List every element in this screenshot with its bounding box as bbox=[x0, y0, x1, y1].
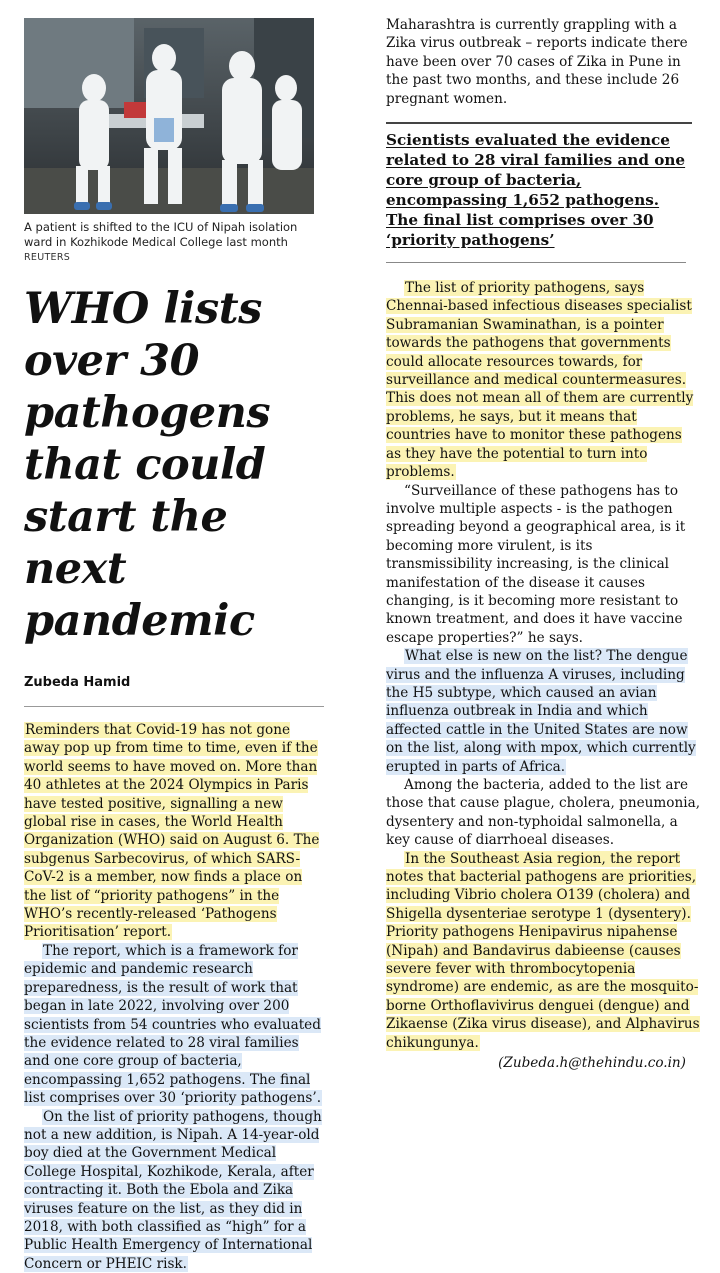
photo-caption: A patient is shifted to the ICU of Nipah isolation ward in Kozhikode Medical College last month bbox=[24, 220, 298, 249]
news-photo bbox=[24, 18, 314, 214]
paragraph: “Surveillance of these pathogens has to involve multiple aspects - is the pathogen spreading beyond a geographical area, is it becoming more virulent, is its transmissibility increasing, is the clinical manifestation of the disease it causes changing, is it becoming more resistant to known treatment, and does it have vaccine escape properties?” he says. bbox=[386, 482, 686, 646]
paragraph: Among the bacteria, added to the list are those that cause plague, cholera, pneumonia, dysentery and non-typhoidal salmonella, a key cause of diarrhoeal diseases. bbox=[386, 777, 701, 849]
paragraph: Reminders that Covid-19 has not gone away pop up from time to time, even if the world seems to have moved on. More than 40 athletes at the 2024 Olympics in Paris have tested positive, signalling a new global rise in cases, the World Health Organization (WHO) said on August 6. The subgenus Sarbecovirus, of which SARS-CoV-2 is a member, now finds a place on the list of “priority pathogens” in the WHO’s recently-released ‘Pathogens Prioritisation’ report. bbox=[24, 722, 320, 941]
divider bbox=[386, 262, 686, 263]
paragraph: In the Southeast Asia region, the report notes that bacterial pathogens are priorities, including Vibrio cholera O139 (cholera) and Shigella dysenteriae serotype 1 (dysentery). Priority pathogens Henipavirus nipahense (Nipah) and Bandavirus dabieense (causes severe fever with thrombocytopenia syndrome) are endemic, as are the mosquito-borne Orthoflavivirus denguei (dengue) and Zikaense (Zika virus disease), and Alphavirus chikungunya. bbox=[386, 850, 700, 1051]
pull-quote: Scientists evaluated the evidence related to 28 viral families and one core group of bacteria, encompassing 1,652 pathogens. The final list comprises over 30 ‘priority pathogens’ bbox=[386, 122, 692, 250]
headline: WHO lists over 30 pathogens that could start the next pandemic bbox=[24, 284, 271, 646]
byline: Zubeda Hamid bbox=[24, 675, 131, 690]
right-column bbox=[386, 16, 700, 1073]
author-email: (Zubeda.h@thehindu.co.in) bbox=[498, 1055, 686, 1072]
photo-credit: REUTERS bbox=[24, 252, 71, 263]
lead-paragraph: Maharashtra is currently grappling with a Zika virus outbreak – reports indicate there have been over 70 cases of Zika in Pune in the past two months, and these include 26 pregnant women. bbox=[386, 17, 688, 107]
paragraph: The list of priority pathogens, says Chennai-based infectious diseases specialist Subramanian Swaminathan, is a pointer towards the pathogens that governments could allocate resources towards, for surveillance and medical countermeasures. This does not mean all of them are currently problems, he says, but it means that countries have to monitor these pathogens as they have the potential to turn into problems. bbox=[386, 280, 694, 481]
photo-illustration bbox=[24, 18, 314, 214]
divider bbox=[24, 706, 324, 707]
paragraph: What else is new on the list? The dengue virus and the influenza A viruses, including the H5 subtype, which caused an avian influenza outbreak in India and which affected cattle in the United States are now on the list, along with mpox, which currently erupted in parts of Africa. bbox=[386, 648, 696, 775]
right-body bbox=[386, 279, 700, 1052]
paragraph: On the list of priority pathogens, though not a new addition, is Nipah. A 14-year-old boy died at the Government Medical College Hospital, Kozhikode, Kerala, after contracting it. Both the Ebola and Zika viruses feature on the list, as they did in 2018, with both classified as “high” for a Public Health Emergency of International Concern or PHEIC risk. bbox=[24, 1108, 322, 1272]
left-column bbox=[24, 18, 324, 1273]
left-body bbox=[24, 721, 324, 1273]
paragraph: The report, which is a framework for epidemic and pandemic research preparedness, is the result of work that began in late 2022, involving over 200 scientists from 54 countries who evaluated the evidence related to 28 viral families and one core group of bacteria, encompassing 1,652 pathogens. The final list comprises over 30 ‘priority pathogens’. bbox=[24, 942, 322, 1107]
